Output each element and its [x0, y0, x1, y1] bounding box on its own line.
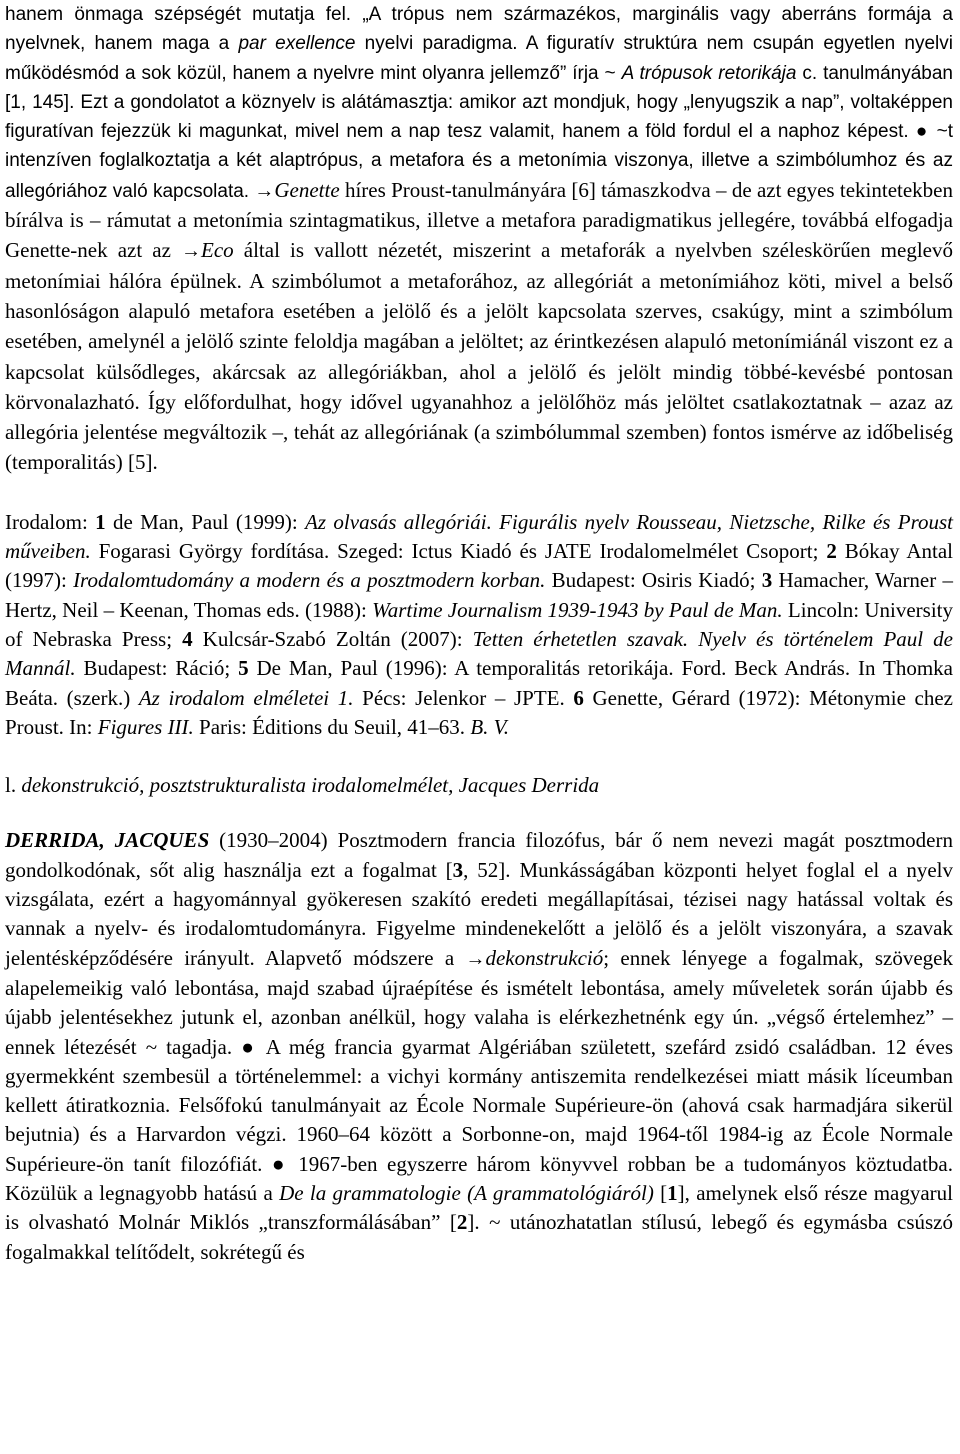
- text-run: által is vallott nézetét, miszerint a metaforák a nyelvben széleskörűen meglevő metonímiai hálóra épülnek. A szimbólumot a metaforához, az allegóriát a metonímiához köti, mivel a belső hasonlóságon alapuló metafora esetében a jelölő és a jelölt kapcsolata szerves, csakúgy, mint a szimbólum esetében, amelynél a jelölő szinte feloldja magában a jelöltet; az érintkezésen alapuló metonímiánál viszont ez a kapcsolat külsődleges, akárcsak az allegóriákban, ahol a jelölő és jelölt mindig többé-kevésbé pontosan körvonalazható. Így előfordulhat, hogy idővel ugyanahhoz a jelölőhöz más jelöltet csatlakoztatnak – azaz az allegória jelentése megváltozik –, tehát az allegóriának (a szimbólummal szemben) fontos ismérve az időbeliség (temporalitás) [5].: [5, 238, 953, 475]
- italic-title: A trópusok retorikája: [621, 62, 797, 84]
- text-run: ; ennek lényege a fogalmak, szövegek alapelemeikig való lebontása, majd szabad újraépítése és ismételt lebontása, amely műveletek során újabb és újabb jelentésekhez jutunk el, azonban anélkül, hogy valaha is elérkezhetnénk egy ún. „végső értelemhez” – ennek létezését ~ tagadja. ● A még francia gyarmat Algériában született, szefárd zsidó családban. 12 éves gyermekként szembesül a történelemmel: a vichyi kormány antiszemita rendelkezései miatt másik líceumban kellett átiratkoznia. Felsőfokú tanulmányait az École Normale Supérieure-ön (ahová csak harmadjára sikerül bejutnia) és a Harvardon végzi. 1960–64 között a Sorbonne-on, majd 1964-től 1984-ig az École Normale Supérieure-ön tanít filozófiát. ● 1967-ben egyszerre három könyvvel robban be a tudományos köztudatba. Közülük a legnagyobb hatású a: [5, 945, 953, 1205]
- paragraph-trope-rhetoric: [5, 0, 953, 479]
- text-run: c. tanulmányában [1, 145]. Ezt a gondolatot a köznyelv is alátámasztja: amikor azt mondjuk, hogy „lenyugszik a nap”, voltaképpen figuratívan fejezzük ki magunkat, mivel nem a nap tesz valamit, hanem a föld fordul el a naphoz képest. ● ~t intenzíven foglalkoztatja a két alaptrópus, a metafora és a metonímia viszonya, illetve a szimbólumhoz és az allegóriához való kapcsolata.: [5, 62, 953, 202]
- reference-number: 2: [456, 1210, 468, 1235]
- entry-derrida: [5, 826, 953, 1266]
- see-also-line: [5, 771, 953, 800]
- bibliography: [5, 508, 953, 742]
- reference-author: Genette, Gérard (1972): Métonymie chez Proust. In:: [5, 685, 953, 739]
- text-run: hanem önmaga szépségét mutatja fel. „A trópus nem származékos, marginális vagy aberráns formája a nyelvnek, hanem maga a: [5, 4, 953, 55]
- reference-author: Kulcsár-Szabó Zoltán (2007):: [192, 626, 473, 651]
- reference-title: Figures III.: [97, 714, 194, 739]
- reference-publisher: Fogarasi György fordítása. Szeged: Ictus Kiadó és JATE Irodalomelmélet Csoport;: [90, 539, 827, 564]
- reference-number: 6: [573, 685, 584, 710]
- text-run: [: [653, 1180, 668, 1205]
- entry-headword: DERRIDA, JACQUES: [5, 828, 210, 853]
- reference-number: 5: [238, 656, 249, 681]
- bibliography-label: Irodalom:: [5, 509, 96, 534]
- reference-number: 3: [452, 857, 464, 882]
- spacer: [5, 742, 953, 771]
- reference-author: Bókay Antal (1997):: [5, 539, 954, 593]
- text-run: híres Proust-tanulmányára [6] támaszkodva – de azt egyes tekintetekben bírálva is – rámutat a metonímia szintagmatikus, illetve a metafora paradigmatikus jellegére, továbbá elfogadja Genette-nek azt az: [5, 177, 953, 263]
- text-run: ]. ~ utánozhatatlan stílusú, lebegő és egymásba csúszó fogalmakkal telítődelt, sokrétegű és: [5, 1210, 953, 1264]
- book-title: De la grammatologie (A grammatológiáról): [279, 1180, 654, 1205]
- reference-title: Az olvasás allegóriái. Figurális nyelv Rousseau, Nietzsche, Rilke és Proust műveiben.: [5, 509, 954, 564]
- reference-number: 1: [667, 1180, 678, 1205]
- reference-title: Irodalomtudomány a modern és a posztmodern korban.: [73, 568, 546, 593]
- reference-author: Hamacher, Warner – Hertz, Neil – Keenan, Thomas eds. (1988):: [5, 568, 953, 622]
- reference-title: Tetten érhetetlen szavak. Nyelv és történelem Paul de Mannál.: [5, 626, 953, 681]
- cross-reference-arrow-icon: →: [181, 240, 201, 263]
- reference-title: Az irodalom elméletei 1.: [138, 685, 354, 710]
- reference-publisher: Budapest: Osiris Kiadó;: [545, 568, 762, 593]
- text-run: nyelvi paradigma. A figuratív struktúra nem csupán egyetlen nyelvi működésmód a sok közül, hanem a nyelvre mint olyanra jellemző” írja ~: [5, 33, 953, 84]
- reference-title: Wartime Journalism 1939-1943 by Paul de Man.: [372, 597, 783, 622]
- reference-number: 1: [95, 509, 106, 534]
- cross-reference-arrow-icon: →: [254, 179, 275, 202]
- cross-reference-arrow-icon: →: [465, 947, 486, 970]
- text-run: (1930–2004) Posztmodern francia filozófus, bár ő nem nevezi magát posztmodern gondolkodónak, sőt alig használja ezt a fogalmat [: [5, 828, 953, 882]
- text-run: , 52]. Munkásságában központi helyet foglal el a nyelv vizsgálata, ezért a hagyománnyal gyökeresen szakító eredeti megállapításai, tézisei nagy hatással voltak és vannak a nyelv- és irodalomtudományra. Figyelme mindenekelőtt a jelölő és a jelölt viszonyára, a szavak jelentésképződésére irányult. Alapvető módszere a: [5, 857, 953, 970]
- cross-reference-dekonstrukcio[interactable]: dekonstrukció: [485, 945, 604, 970]
- reference-publisher: Budapest: Ráció;: [75, 656, 239, 681]
- author-signature: B. V.: [470, 714, 510, 739]
- see-also-prefix: l.: [5, 773, 22, 798]
- reference-publisher: Pécs: Jelenkor – JPTE.: [353, 685, 574, 710]
- reference-publisher: Paris: Éditions du Seuil, 41–63.: [193, 714, 471, 739]
- cross-reference-eco[interactable]: Eco: [201, 238, 234, 263]
- cross-reference-genette[interactable]: Genette: [274, 177, 340, 202]
- spacer: [5, 479, 953, 508]
- reference-number: 2: [826, 539, 837, 564]
- text-run: ], amelynek első része magyarul is olvasható Molnár Miklós „transzformálásában” [: [5, 1180, 953, 1235]
- spacer: [5, 800, 953, 826]
- reference-author: De Man, Paul (1996): A temporalitás retorikája. Ford. Beck András. In Thomka Beáta. (szerk.): [5, 656, 953, 710]
- reference-number: 4: [182, 626, 193, 651]
- see-also-links[interactable]: dekonstrukció, posztstrukturalista irodalomelmélet, Jacques Derrida: [21, 773, 600, 798]
- reference-author: de Man, Paul (1999):: [105, 509, 306, 534]
- reference-number: 3: [761, 568, 773, 593]
- italic-phrase: par exellence: [238, 33, 356, 55]
- reference-publisher: Lincoln: University of Nebraska Press;: [5, 597, 953, 651]
